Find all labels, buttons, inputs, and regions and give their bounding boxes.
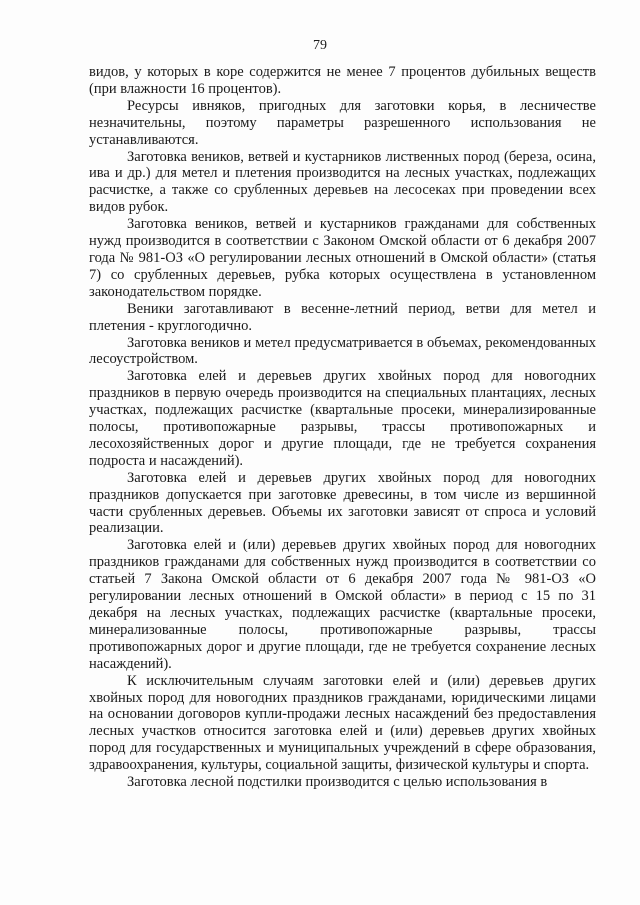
paragraph: Заготовка веников, ветвей и кустарников гражданами для собственных нужд производится в соответствии с Законом Омской области от 6 декабря 2007 года № 981-ОЗ «О регулировании лесных отношений в Омской области» (статья 7) со срубленных деревьев, рубка которых осуществлена в установленном законодательством порядке. xyxy=(89,216,596,300)
paragraph: Ресурсы ивняков, пригодных для заготовки корья, в лесничестве незначительны, поэтому параметры разрешенного использования не устанавливаются. xyxy=(89,97,596,148)
paragraph: видов, у которых в коре содержится не менее 7 процентов дубильных веществ (при влажности 16 процентов). xyxy=(89,64,596,97)
paragraph: Заготовка веников и метел предусматривается в объемах, рекомендованных лесоустройством. xyxy=(89,334,596,368)
paragraph: Заготовка елей и (или) деревьев других хвойных пород для новогодних праздников гражданами для собственных нужд производится в соответствии со статьей 7 Закона Омской области от 6 декабря 2007 года № 981-ОЗ «О регулировании лесных отношений в Омской области» в период с 15 по 31 декабря на лесных участках, подлежащих расчистке (квартальные просеки, минерализованные полосы, противопожарные разрывы, трассы противопожарных дорог и другие площади, где не требуется сохранение лесных насаждений). xyxy=(89,537,596,672)
paragraph: Заготовка веников, ветвей и кустарников лиственных пород (береза, осина, ива и др.) для метел и плетения производится на лесных участках, подлежащих расчистке, а также со срубленных деревьев на лесосеках при проведении всех видов рубок. xyxy=(89,148,596,216)
paragraph: Заготовка елей и деревьев других хвойных пород для новогодних праздников допускается при заготовке древесины, в том числе из вершинной части срубленных деревьев. Объемы их заготовки зависят от спроса и условий реализации. xyxy=(89,469,596,537)
paragraph: К исключительным случаям заготовки елей и (или) деревьев других хвойных пород для новогодних праздников гражданами, юридическими лицами на основании договоров купли-продажи лесных насаждений без предоставления лесных участков относится заготовка елей и (или) деревьев других хвойных пород для государственных и муниципальных учреждений в сфере образования, здравоохранения, культуры, социальной защиты, физической культуры и спорта. xyxy=(89,672,596,774)
paragraph: Заготовка лесной подстилки производится с целью использования в xyxy=(127,774,548,791)
paragraph: Заготовка елей и деревьев других хвойных пород для новогодних праздников в первую очередь производится на специальных плантациях, лесных участках, подлежащих расчистке (квартальные просеки, минерализированные полосы, противопожарные разрывы, трассы противопожарных и лесохозяйственных дорог и другие площади, где не требуется сохранения подроста и насаждений). xyxy=(89,368,596,469)
body-text xyxy=(89,64,596,791)
paragraph: Веники заготавливают в весенне-летний период, ветви для метел и плетения - круглогодично. xyxy=(89,300,596,334)
page-number: 79 xyxy=(313,38,327,53)
